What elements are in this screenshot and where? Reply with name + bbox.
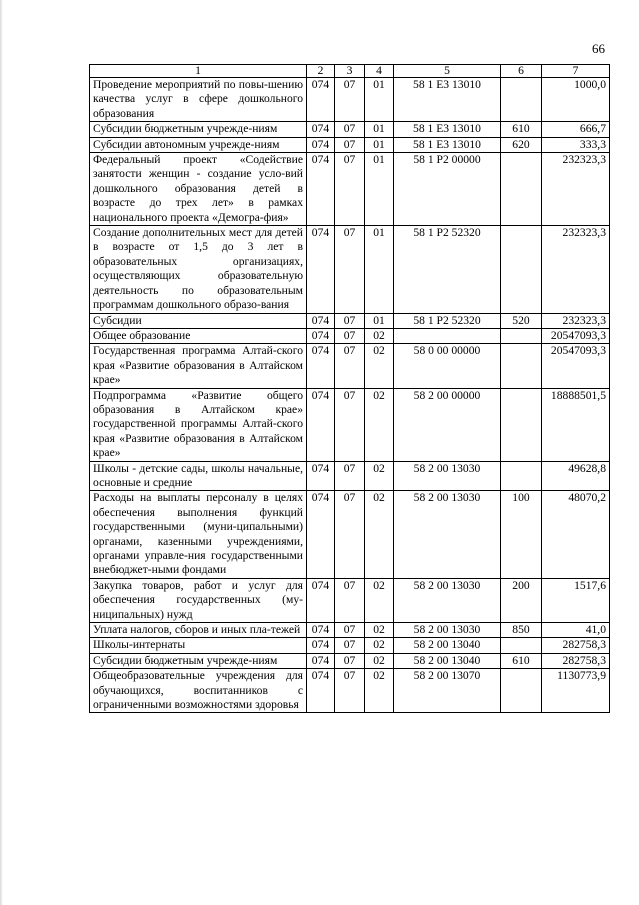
subsection-code-cell: 02 bbox=[365, 461, 394, 491]
amount-cell: 18888501,5 bbox=[542, 388, 610, 461]
target-article-cell: 58 1 E3 13010 bbox=[394, 78, 501, 122]
column-header: 5 bbox=[394, 65, 501, 78]
expense-type-cell bbox=[501, 226, 542, 313]
section-code-cell: 07 bbox=[335, 578, 365, 622]
column-header: 6 bbox=[501, 65, 542, 78]
row-name-cell: Закупка товаров, работ и услуг для обеспечения государственных (му-ниципальных) нужд bbox=[90, 578, 307, 622]
row-name-cell: Государственная программа Алтай-ского края «Развитие образования в Алтайском крае» bbox=[90, 344, 307, 388]
subsection-code-cell: 02 bbox=[365, 669, 394, 713]
table-row bbox=[90, 653, 610, 668]
column-header: 7 bbox=[542, 65, 610, 78]
row-name-cell: Создание дополнительных мест для детей в возрасте от 1,5 до 3 лет в образовательных организациях, осуществляющих образовательную деятельность по образовательным программам дошкольного образо-вания bbox=[90, 226, 307, 313]
target-article-cell: 58 2 00 13070 bbox=[394, 669, 501, 713]
ministry-code-cell: 074 bbox=[307, 653, 335, 668]
section-code-cell: 07 bbox=[335, 638, 365, 653]
row-name-cell: Субсидии bbox=[90, 313, 307, 328]
table-row bbox=[90, 313, 610, 328]
page-number: 66 bbox=[592, 41, 605, 56]
table-row bbox=[90, 638, 610, 653]
amount-cell: 232323,3 bbox=[542, 153, 610, 226]
column-header: 2 bbox=[307, 65, 335, 78]
amount-cell: 20547093,3 bbox=[542, 344, 610, 388]
table-row bbox=[90, 461, 610, 491]
expense-type-cell: 200 bbox=[501, 578, 542, 622]
ministry-code-cell: 074 bbox=[307, 669, 335, 713]
expense-type-cell bbox=[501, 78, 542, 122]
section-code-cell: 07 bbox=[335, 313, 365, 328]
row-name-cell: Общее образование bbox=[90, 328, 307, 343]
table-row bbox=[90, 78, 610, 122]
amount-cell: 333,3 bbox=[542, 137, 610, 152]
row-name-cell: Субсидии бюджетным учрежде-ниям bbox=[90, 122, 307, 137]
subsection-code-cell: 01 bbox=[365, 153, 394, 226]
expense-type-cell bbox=[501, 153, 542, 226]
subsection-code-cell: 01 bbox=[365, 226, 394, 313]
expense-type-cell: 850 bbox=[501, 623, 542, 638]
expense-type-cell: 100 bbox=[501, 491, 542, 578]
section-code-cell: 07 bbox=[335, 122, 365, 137]
target-article-cell: 58 1 P2 52320 bbox=[394, 226, 501, 313]
target-article-cell: 58 1 P2 52320 bbox=[394, 313, 501, 328]
ministry-code-cell: 074 bbox=[307, 461, 335, 491]
section-code-cell: 07 bbox=[335, 653, 365, 668]
amount-cell: 49628,8 bbox=[542, 461, 610, 491]
ministry-code-cell: 074 bbox=[307, 388, 335, 461]
scan-edge-shadow bbox=[0, 0, 3, 905]
subsection-code-cell: 02 bbox=[365, 653, 394, 668]
ministry-code-cell: 074 bbox=[307, 153, 335, 226]
section-code-cell: 07 bbox=[335, 623, 365, 638]
expense-type-cell bbox=[501, 328, 542, 343]
subsection-code-cell: 02 bbox=[365, 638, 394, 653]
expense-type-cell bbox=[501, 669, 542, 713]
subsection-code-cell: 01 bbox=[365, 137, 394, 152]
ministry-code-cell: 074 bbox=[307, 78, 335, 122]
target-article-cell: 58 2 00 13040 bbox=[394, 638, 501, 653]
row-name-cell: Уплата налогов, сборов и иных пла-тежей bbox=[90, 623, 307, 638]
table-row bbox=[90, 491, 610, 578]
amount-cell: 666,7 bbox=[542, 122, 610, 137]
row-name-cell: Субсидии бюджетным учрежде-ниям bbox=[90, 653, 307, 668]
amount-cell: 282758,3 bbox=[542, 653, 610, 668]
subsection-code-cell: 02 bbox=[365, 623, 394, 638]
table-header-row bbox=[90, 65, 610, 78]
target-article-cell: 58 2 00 00000 bbox=[394, 388, 501, 461]
ministry-code-cell: 074 bbox=[307, 623, 335, 638]
row-name-cell: Расходы на выплаты персоналу в целях обеспечения выполнения функций государственными (муни-ципальными) органами, казенными учреждениями, органами управле-ния государственными внебюджет-ными фондами bbox=[90, 491, 307, 578]
table-row bbox=[90, 623, 610, 638]
table-row bbox=[90, 578, 610, 622]
expense-type-cell bbox=[501, 388, 542, 461]
row-name-cell: Школы - детские сады, школы начальные, основные и средние bbox=[90, 461, 307, 491]
subsection-code-cell: 01 bbox=[365, 122, 394, 137]
budget-table bbox=[89, 64, 610, 713]
target-article-cell: 58 2 00 13030 bbox=[394, 623, 501, 638]
ministry-code-cell: 074 bbox=[307, 226, 335, 313]
expense-type-cell bbox=[501, 638, 542, 653]
amount-cell: 41,0 bbox=[542, 623, 610, 638]
amount-cell: 48070,2 bbox=[542, 491, 610, 578]
row-name-cell: Общеобразовательные учреждения для обучающихся, воспитанников с ограниченными возможностями здоровья bbox=[90, 669, 307, 713]
amount-cell: 1000,0 bbox=[542, 78, 610, 122]
table-row bbox=[90, 153, 610, 226]
expense-type-cell: 610 bbox=[501, 122, 542, 137]
subsection-code-cell: 02 bbox=[365, 491, 394, 578]
table-row bbox=[90, 669, 610, 713]
subsection-code-cell: 02 bbox=[365, 344, 394, 388]
ministry-code-cell: 074 bbox=[307, 344, 335, 388]
ministry-code-cell: 074 bbox=[307, 313, 335, 328]
row-name-cell: Подпрограмма «Развитие общего образования в Алтайском крае» государственной программы Алтай-ского края «Развитие образования в Алтайском крае» bbox=[90, 388, 307, 461]
target-article-cell: 58 1 E3 13010 bbox=[394, 137, 501, 152]
section-code-cell: 07 bbox=[335, 226, 365, 313]
target-article-cell: 58 2 00 13040 bbox=[394, 653, 501, 668]
table-row bbox=[90, 137, 610, 152]
target-article-cell: 58 1 E3 13010 bbox=[394, 122, 501, 137]
row-name-cell: Федеральный проект «Содействие занятости женщин - создание усло-вий дошкольного образования детей в возрасте до трех лет» в рамках национального проекта «Демогра-фия» bbox=[90, 153, 307, 226]
amount-cell: 1130773,9 bbox=[542, 669, 610, 713]
expense-type-cell bbox=[501, 344, 542, 388]
section-code-cell: 07 bbox=[335, 669, 365, 713]
target-article-cell: 58 0 00 00000 bbox=[394, 344, 501, 388]
section-code-cell: 07 bbox=[335, 344, 365, 388]
subsection-code-cell: 02 bbox=[365, 578, 394, 622]
section-code-cell: 07 bbox=[335, 491, 365, 578]
target-article-cell: 58 2 00 13030 bbox=[394, 461, 501, 491]
target-article-cell: 58 2 00 13030 bbox=[394, 491, 501, 578]
target-article-cell bbox=[394, 328, 501, 343]
amount-cell: 1517,6 bbox=[542, 578, 610, 622]
ministry-code-cell: 074 bbox=[307, 328, 335, 343]
section-code-cell: 07 bbox=[335, 328, 365, 343]
section-code-cell: 07 bbox=[335, 78, 365, 122]
subsection-code-cell: 02 bbox=[365, 388, 394, 461]
subsection-code-cell: 02 bbox=[365, 328, 394, 343]
column-header: 4 bbox=[365, 65, 394, 78]
expense-type-cell bbox=[501, 461, 542, 491]
ministry-code-cell: 074 bbox=[307, 491, 335, 578]
row-name-cell: Проведение мероприятий по повы-шению качества услуг в сфере дошкольного образования bbox=[90, 78, 307, 122]
table-row bbox=[90, 226, 610, 313]
expense-type-cell: 520 bbox=[501, 313, 542, 328]
amount-cell: 282758,3 bbox=[542, 638, 610, 653]
subsection-code-cell: 01 bbox=[365, 78, 394, 122]
table-row bbox=[90, 328, 610, 343]
table-row bbox=[90, 122, 610, 137]
column-header: 3 bbox=[335, 65, 365, 78]
amount-cell: 20547093,3 bbox=[542, 328, 610, 343]
target-article-cell: 58 1 P2 00000 bbox=[394, 153, 501, 226]
subsection-code-cell: 01 bbox=[365, 313, 394, 328]
section-code-cell: 07 bbox=[335, 137, 365, 152]
section-code-cell: 07 bbox=[335, 461, 365, 491]
amount-cell: 232323,3 bbox=[542, 226, 610, 313]
ministry-code-cell: 074 bbox=[307, 638, 335, 653]
ministry-code-cell: 074 bbox=[307, 137, 335, 152]
ministry-code-cell: 074 bbox=[307, 578, 335, 622]
row-name-cell: Школы-интернаты bbox=[90, 638, 307, 653]
table-row bbox=[90, 344, 610, 388]
ministry-code-cell: 074 bbox=[307, 122, 335, 137]
expense-type-cell: 610 bbox=[501, 653, 542, 668]
amount-cell: 232323,3 bbox=[542, 313, 610, 328]
target-article-cell: 58 2 00 13030 bbox=[394, 578, 501, 622]
row-name-cell: Субсидии автономным учрежде-ниям bbox=[90, 137, 307, 152]
expense-type-cell: 620 bbox=[501, 137, 542, 152]
section-code-cell: 07 bbox=[335, 153, 365, 226]
table-row bbox=[90, 388, 610, 461]
column-header: 1 bbox=[90, 65, 307, 78]
section-code-cell: 07 bbox=[335, 388, 365, 461]
